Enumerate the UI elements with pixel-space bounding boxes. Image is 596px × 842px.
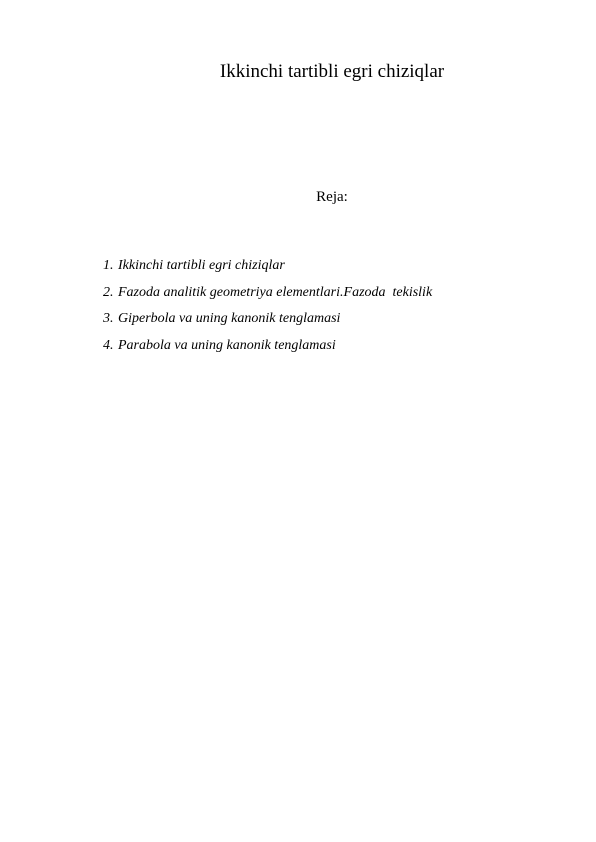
plan-list	[103, 256, 543, 362]
plan-heading: Reja:	[316, 189, 348, 205]
plan-item-number: 1.	[103, 258, 114, 273]
plan-item	[103, 309, 543, 336]
plan-item-text: Fazoda analitik geometriya elementlari.Fazoda tekislik	[118, 284, 433, 300]
document-title: Ikkinchi tartibli egri chiziqlar	[219, 61, 445, 82]
plan-item-number: 3.	[103, 311, 114, 326]
plan-item-text: Giperbola va uning kanonik tenglamasi	[118, 311, 341, 326]
plan-item-number: 4.	[103, 337, 114, 353]
plan-item	[103, 283, 543, 310]
plan-item	[103, 336, 543, 363]
plan-item-number: 2.	[103, 284, 114, 300]
plan-item	[103, 256, 543, 283]
plan-item-text: Ikkinchi tartibli egri chiziqlar	[118, 258, 285, 273]
plan-item-text: Parabola va uning kanonik tenglamasi	[118, 337, 336, 353]
